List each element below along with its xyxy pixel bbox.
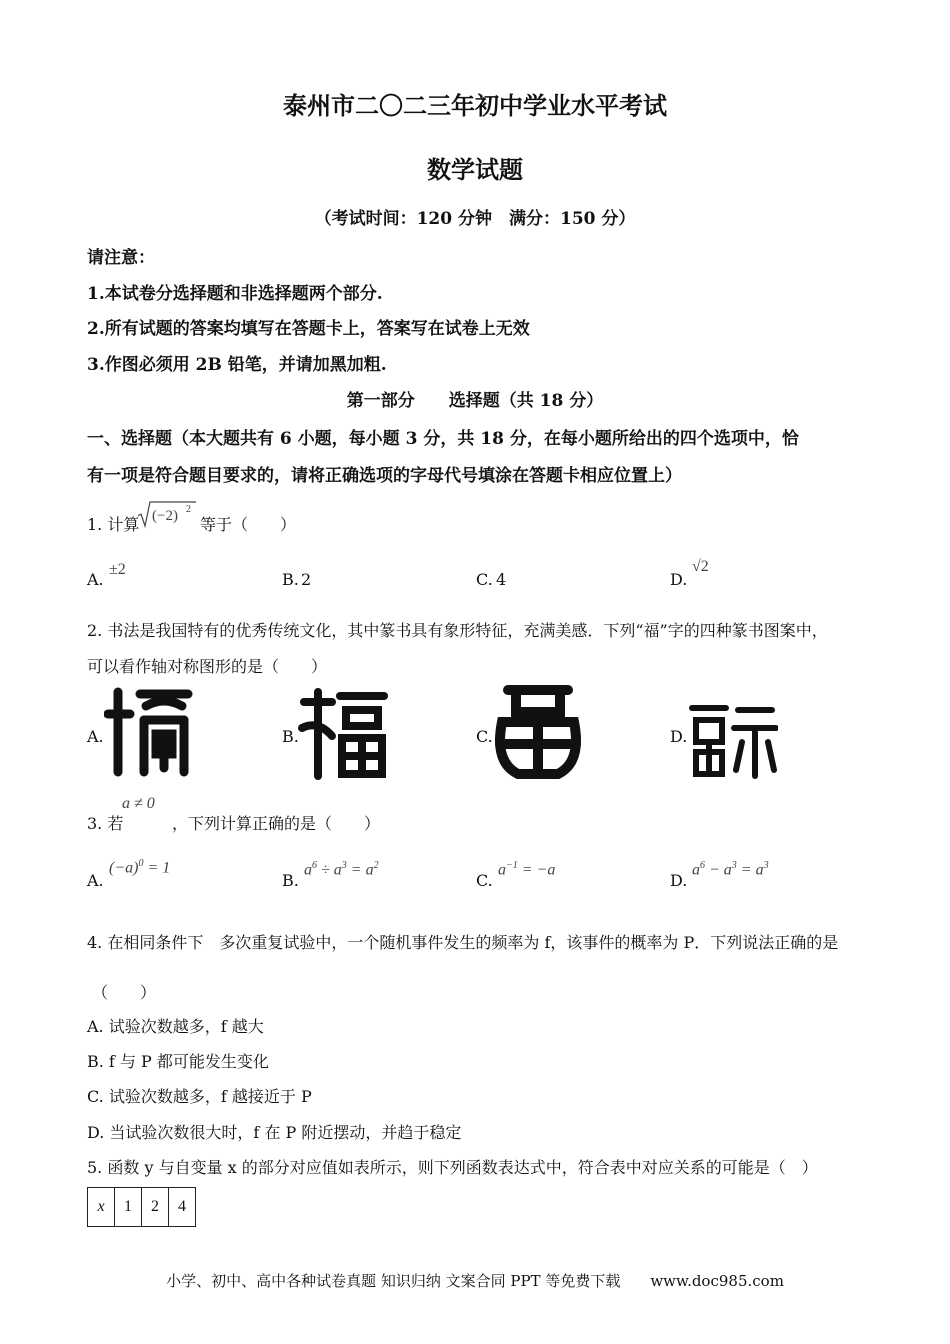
table-cell: 4 <box>169 1188 196 1227</box>
section-instructions-line1: 一、选择题（本大题共有 6 小题，每小题 3 分，共 18 分，在每小题所给出的四个选项中，恰 <box>87 429 799 449</box>
seal-script-fu-a-image <box>104 684 194 779</box>
q2-option-d-label: D. <box>670 727 688 746</box>
q3-option-c-expression: $a^{-1} = -a$ <box>498 860 556 879</box>
q4-line1: 4. 在相同条件下 多次重复试验中，一个随机事件发生的频率为 f，该事件的概率为 P．下列说法正确的是 <box>87 933 839 952</box>
q4-option-b: B. f 与 P 都可能发生变化 <box>87 1052 269 1071</box>
exam-title: 泰州市二〇二三年初中学业水平考试 <box>283 91 667 120</box>
q4-option-c: C. 试验次数越多，f 越接近于 P <box>87 1087 312 1106</box>
q3-option-d-expression: $a^6 - a^3 = a^3$ <box>692 860 769 879</box>
section-instructions-line2: 有一项是符合题目要求的，请将正确选项的字母代号填涂在答题卡相应位置上） <box>87 466 682 486</box>
q4-line2: （ ） <box>92 983 157 1002</box>
table-cell: 2 <box>142 1188 169 1227</box>
q4-option-d: D. 当试验次数很大时，f 在 P 附近摆动，并趋于稳定 <box>87 1123 462 1142</box>
q5-text: 5. 函数 y 与自变量 x 的部分对应值如表所示，则下列函数表达式中，符合表中对应关系的可能是（ ） <box>87 1158 818 1177</box>
q2-line1: 2. 书法是我国特有的优秀传统文化，其中篆书具有象形特征，充满美感．下列“福”字的四种篆书图案中， <box>87 621 828 640</box>
q3-condition: a ≠ 0 <box>122 795 155 812</box>
page-footer: 小学、初中、高中各种试卷真题 知识归纳 文案合同 PPT 等免费下载 www.doc985.com <box>166 1272 784 1290</box>
q1-option-a-label: A. <box>87 570 104 589</box>
q3-option-c-label: C. <box>476 871 493 890</box>
q1-option-d-label: D. <box>670 570 688 589</box>
notice-item: 3.作图必须用 2B 铅笔，并请加黑加粗. <box>87 355 387 375</box>
q3-option-d-label: D. <box>670 871 688 890</box>
q1-sqrt-expression <box>136 498 198 530</box>
q3-option-b-label: B. <box>282 871 299 890</box>
notice-item: 2.所有试题的答案均填写在答题卡上，答案写在试卷上无效 <box>87 319 530 339</box>
q4-option-a: A. 试验次数越多，f 越大 <box>87 1017 264 1036</box>
q5-value-table <box>87 1187 196 1227</box>
q1-option-c-value: 4 <box>496 570 507 589</box>
q1-option-b-label: B. <box>282 570 299 589</box>
q3-option-a-expression: $(-a)^0 = 1$ <box>109 858 171 877</box>
q1-option-a-value: ±2 <box>109 561 126 578</box>
seal-script-fu-b-image <box>298 688 388 780</box>
table-cell: 1 <box>115 1188 142 1227</box>
notice-item: 1.本试卷分选择题和非选择题两个部分. <box>87 284 383 304</box>
q3-option-b-expression: $a^6 \div a^3 = a^2$ <box>304 860 379 879</box>
exam-info: （考试时间：120 分钟 满分：150 分） <box>314 209 636 229</box>
part-title: 第一部分 选择题（共 18 分） <box>346 391 604 411</box>
q2-option-a-label: A. <box>87 727 104 746</box>
svg-text:(−2): (−2) <box>152 508 178 524</box>
q3-option-a-label: A. <box>87 871 104 890</box>
q1-option-c-label: C. <box>476 570 493 589</box>
table-header-cell: x <box>88 1188 115 1227</box>
seal-script-fu-c-image <box>488 682 588 782</box>
svg-text:2: 2 <box>186 504 191 515</box>
table-row <box>88 1188 196 1227</box>
seal-script-fu-d-image <box>686 702 778 780</box>
q1-prefix: 1. 计算 <box>87 515 140 534</box>
q1-suffix: 等于（ ） <box>200 515 297 534</box>
q1-option-b-value: 2 <box>301 570 312 589</box>
notice-heading: 请注意： <box>87 248 155 268</box>
q3-suffix: ，下列计算正确的是（ ） <box>172 814 381 833</box>
q2-line2: 可以看作轴对称图形的是（ ） <box>87 657 328 676</box>
q3-prefix: 3. 若 <box>87 814 124 833</box>
q1-option-d-value: √2 <box>692 558 709 575</box>
q2-option-b-label: B. <box>282 727 299 746</box>
exam-subtitle: 数学试题 <box>427 155 523 184</box>
q2-option-c-label: C. <box>476 727 493 746</box>
